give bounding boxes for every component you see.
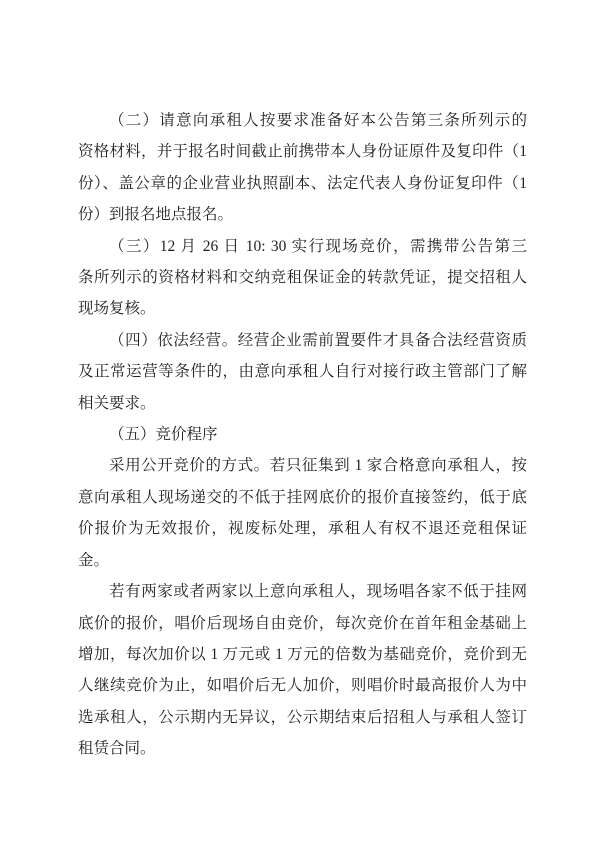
text-line: 条所列示的资格材料和交纳竞租保证金的转款凭证，提交招租人 bbox=[78, 269, 527, 287]
text-line: 份）到报名地点报名。 bbox=[78, 206, 234, 224]
text-line: 人继续竞价为止，如唱价后无人加价，则唱价时最高报价人为中 bbox=[78, 677, 527, 695]
paragraph bbox=[78, 450, 527, 576]
paragraph bbox=[78, 576, 527, 764]
paragraph bbox=[78, 231, 527, 325]
text-line: 及正常运营等条件的，由意向承租人自行对接行政主管部门了解 bbox=[78, 363, 527, 381]
text-line: 底价的报价，唱价后现场自由竞价，每次竞价在首年租金基础上 bbox=[78, 614, 527, 632]
text-line: 资格材料，并于报名时间截止前携带本人身份证原件及复印件（1 bbox=[78, 143, 527, 161]
text-line: 份）、盖公章的企业营业执照副本、法定代表人身份证复印件（1 bbox=[78, 174, 527, 192]
text-line: 选承租人，公示期内无异议，公示期结束后招租人与承租人签订 bbox=[78, 708, 527, 726]
text-line: （三）12 月 26 日 10: 30 实行现场竞价，需携带公告第三 bbox=[109, 237, 527, 255]
text-block bbox=[78, 105, 527, 765]
text-line: 采用公开竞价的方式。若只征集到 1 家合格意向承租人，按 bbox=[109, 457, 527, 475]
paragraph bbox=[78, 325, 527, 419]
paragraph bbox=[78, 105, 527, 231]
paragraph bbox=[78, 419, 527, 450]
text-line: 现场复核。 bbox=[78, 300, 156, 318]
text-line: 增加，每次加价以 1 万元或 1 万元的倍数为基础竞价，竞价到无 bbox=[78, 645, 527, 663]
text-line: （二）请意向承租人按要求准备好本公告第三条所列示的 bbox=[109, 112, 527, 129]
text-line: 价报价为无效报价，视废标处理，承租人有权不退还竞租保证金。 bbox=[78, 520, 527, 569]
text-line: 租赁合同。 bbox=[78, 740, 156, 758]
text-line: 相关要求。 bbox=[78, 394, 156, 412]
text-line: 若有两家或者两家以上意向承租人，现场唱各家不低于挂网 bbox=[109, 583, 527, 601]
text-line: （四）依法经营。经营企业需前置要件才具备合法经营资质 bbox=[109, 331, 527, 349]
text-line: 意向承租人现场递交的不低于挂网底价的报价直接签约，低于底 bbox=[78, 488, 527, 506]
text-line: （五）竞价程序 bbox=[109, 426, 218, 444]
